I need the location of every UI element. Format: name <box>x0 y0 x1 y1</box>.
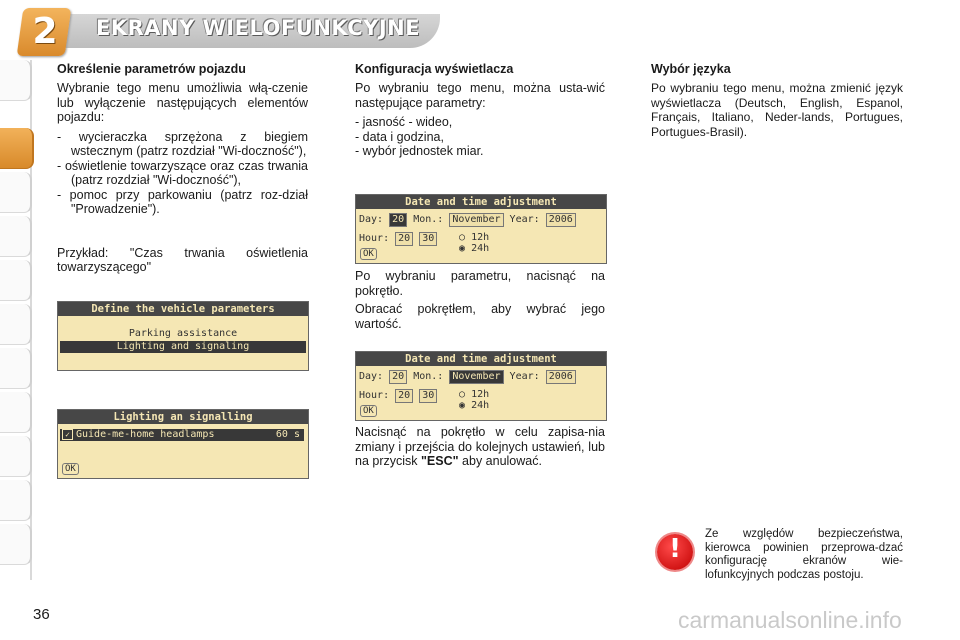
date-row <box>359 370 576 384</box>
year-field: 2006 <box>546 213 576 227</box>
chapter-tab <box>0 60 32 101</box>
ok-button: OK <box>62 463 79 475</box>
radio-selected-icon: ◉ <box>459 400 466 411</box>
chapter-tab <box>0 524 32 565</box>
menu-option: Parking assistance <box>128 328 238 339</box>
list-item: - data i godzina, <box>355 129 444 144</box>
list-item: - pomoc przy parkowaniu (patrz roz-dział "Prowadzenie"). <box>57 187 308 216</box>
list-item: - oświetlenie towarzyszące oraz czas trwania (patrz rozdział "Wi-doczność"), <box>57 158 308 187</box>
exclamation-icon: ! <box>657 534 693 570</box>
hour-field: 20 <box>395 389 413 403</box>
paragraph: Przykład: "Czas trwania oświetlenia towarzyszącego" <box>57 245 308 274</box>
hour-row <box>359 389 437 403</box>
year-label: Year: <box>509 371 540 382</box>
section-heading: Określenie parametrów pojazdu <box>57 62 246 76</box>
month-field: November <box>449 370 503 384</box>
paragraph <box>355 425 605 469</box>
chapter-tab <box>0 304 32 345</box>
setting-value: 60 s <box>275 429 300 440</box>
chapter-tab <box>0 348 32 389</box>
option-24h: 24h <box>471 243 490 254</box>
option-12h: 12h <box>471 232 490 243</box>
section-heading: Konfiguracja wyświetlacza <box>355 62 514 76</box>
chapter-number: 2 <box>32 11 58 52</box>
year-field: 2006 <box>546 370 576 384</box>
ok-button: OK <box>360 248 377 260</box>
screen-vehicle-parameters <box>57 301 309 371</box>
confirm-block <box>355 425 605 469</box>
hour-label: Hour: <box>359 390 390 401</box>
day-label: Day: <box>359 371 384 382</box>
column-vehicle-parameters <box>57 62 308 275</box>
hour-field: 20 <box>395 232 413 246</box>
confirm-text-end: aby anulować. <box>458 454 542 468</box>
page-title: EKRANY WIELOFUNKCYJNE <box>96 16 421 40</box>
warning-text: Ze względów bezpieczeństwa, kierowca powinien przeprowa-dzać konfigurację ekranów wie-lofunkcyjnych podczas postoju. <box>705 528 903 581</box>
screen-date-time-day <box>355 194 607 264</box>
column-display-configuration <box>355 62 605 159</box>
minute-field: 30 <box>419 389 437 403</box>
screen-title: Lighting an signalling <box>58 410 308 424</box>
setting-label: Guide-me-home headlamps <box>76 429 215 440</box>
list-item: - wycieraczka sprzężona z biegiem wstecznym (patrz rozdział "Wi-doczność"), <box>57 129 308 158</box>
esc-key-label: "ESC" <box>421 454 459 468</box>
month-label: Mon.: <box>413 214 444 225</box>
day-field: 20 <box>389 213 407 227</box>
screen-title: Date and time adjustment <box>356 352 606 366</box>
hour-row <box>359 232 437 246</box>
paragraph: Po wybraniu tego menu, można usta-wić następujące parametry: <box>355 81 605 110</box>
screen-title: Date and time adjustment <box>356 195 606 209</box>
checkbox-icon: ✓ <box>62 429 73 440</box>
month-label: Mon.: <box>413 371 444 382</box>
setting-row-selected <box>60 429 304 441</box>
radio-selected-icon: ◉ <box>459 243 466 254</box>
paragraph: Wybranie tego menu umożliwia włą-czenie lub wyłączenie następujących elementów pojazdu: <box>57 81 308 124</box>
radio-empty-icon: ○ <box>459 232 466 243</box>
list-item: - wybór jednostek miar. <box>355 144 484 158</box>
option-24h: 24h <box>471 400 490 411</box>
chapter-tab <box>0 480 32 521</box>
watermark: carmanualsonline.info <box>678 607 902 633</box>
radio-empty-icon: ○ <box>459 389 466 400</box>
time-format-options <box>459 232 489 254</box>
chapter-tab-strip <box>0 60 32 580</box>
chapter-tab-active <box>0 128 34 169</box>
page-number: 36 <box>33 606 50 623</box>
time-format-options <box>459 389 489 411</box>
list-item: - jasność - wideo, <box>355 115 453 129</box>
chapter-tab <box>0 172 32 213</box>
screen-lighting-signalling <box>57 409 309 479</box>
day-label: Day: <box>359 214 384 225</box>
day-field: 20 <box>389 370 407 384</box>
month-field: November <box>449 213 503 227</box>
chapter-tab <box>0 216 32 257</box>
date-row <box>359 213 576 227</box>
screen-title: Define the vehicle parameters <box>58 302 308 316</box>
minute-field: 30 <box>419 232 437 246</box>
chapter-tab <box>0 436 32 477</box>
screen-date-time-month <box>355 351 607 421</box>
section-heading: Wybór języka <box>651 62 731 76</box>
ok-button: OK <box>360 405 377 417</box>
year-label: Year: <box>509 214 540 225</box>
chapter-tab <box>0 392 32 433</box>
menu-option-selected: Lighting and signaling <box>60 341 306 353</box>
column-language <box>651 62 903 139</box>
hour-label: Hour: <box>359 233 390 244</box>
option-12h: 12h <box>471 389 490 400</box>
paragraph: Po wybraniu parametru, nacisnąć na pokrętło. <box>355 269 605 298</box>
paragraph: Obracać pokrętłem, aby wybrać jego wartość. <box>355 302 605 331</box>
confirm-text: Nacisnąć na pokrętło w celu zapisa-nia zmiany i przejścia do kolejnych ustawień, lub na przycisk <box>355 425 605 468</box>
chapter-tab <box>0 260 32 301</box>
paragraph: Po wybraniu tego menu, można zmienić język wyświetlacza (Deutsch, English, Espanol, Français, Italiano, Neder-lands, Portugues, Portugues-Brasil). <box>651 81 903 139</box>
instructions-block <box>355 269 605 331</box>
